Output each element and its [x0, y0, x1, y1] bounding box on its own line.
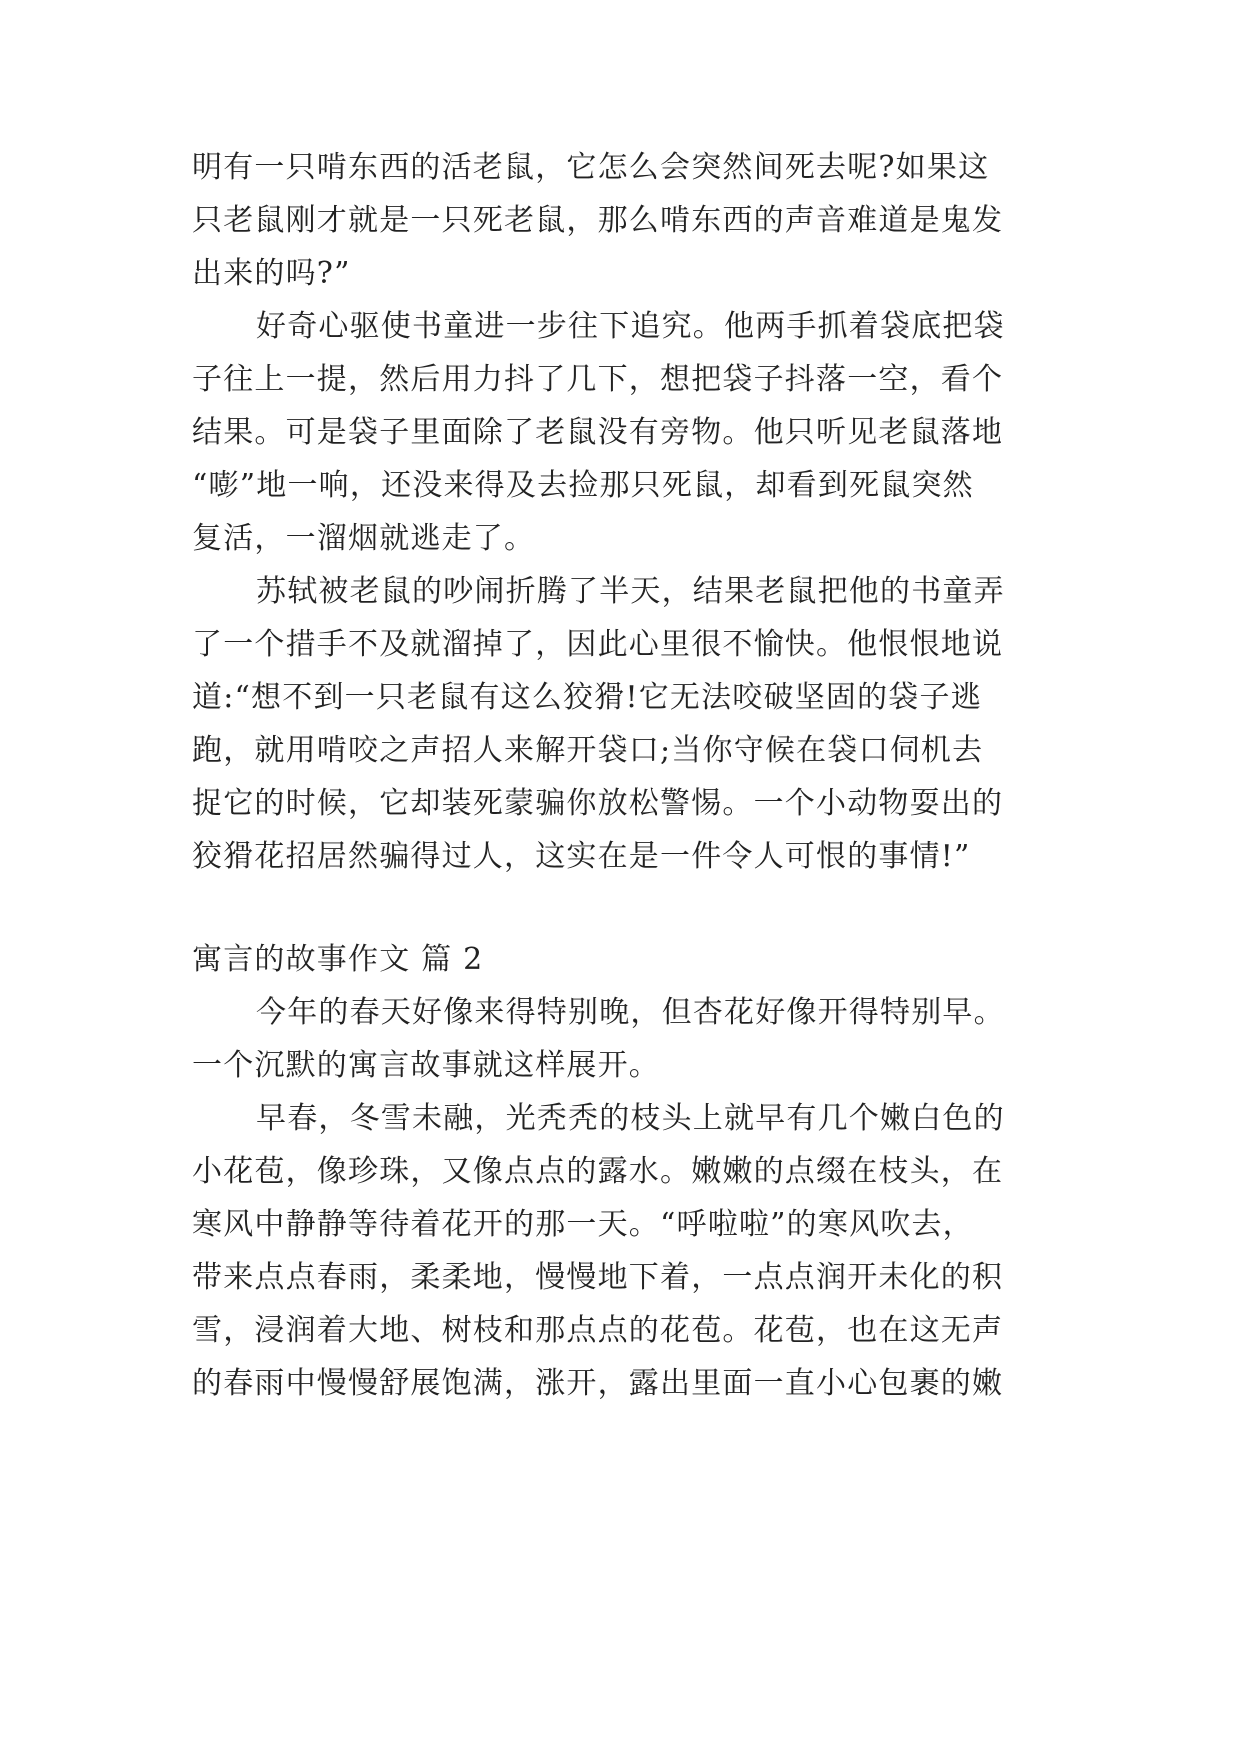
text-line: 道:“想不到一只老鼠有这么狡猾!它无法咬破坚固的袋子逃	[192, 680, 982, 715]
text-line: 狡猾花招居然骗得过人，这实在是一件令人可恨的事情!”	[192, 839, 971, 874]
text-line: 跑，就用啃咬之声招人来解开袋口;当你守候在袋口伺机去	[192, 733, 984, 768]
text-line: 捉它的时候，它却装死蒙骗你放松警惕。一个小动物耍出的	[192, 786, 1004, 821]
text-line: 明有一只啃东西的活老鼠，它怎么会突然间死去呢?如果这	[192, 150, 990, 185]
text-line: “嘭”地一响，还没来得及去捡那只死鼠，却看到死鼠突然	[192, 468, 974, 503]
text-line: 复活，一溜烟就逃走了。	[192, 521, 536, 556]
text-line: 寒风中静静等待着花开的那一天。“呼啦啦”的寒风吹去，	[192, 1207, 974, 1242]
text-line: 子往上一提，然后用力抖了几下，想把袋子抖落一空，看个	[192, 362, 1004, 397]
text-line: 了一个措手不及就溜掉了，因此心里很不愉快。他恨恨地说	[192, 627, 1004, 662]
text-line: 的春雨中慢慢舒展饱满，涨开，露出里面一直小心包裹的嫩	[192, 1366, 1004, 1401]
text-line: 带来点点春雨，柔柔地，慢慢地下着，一点点润开未化的积	[192, 1260, 1004, 1295]
text-line: 好奇心驱使书童进一步往下追究。他两手抓着袋底把袋	[256, 309, 1005, 344]
text-line: 结果。可是袋子里面除了老鼠没有旁物。他只听见老鼠落地	[192, 415, 1004, 450]
text-line: 小花苞，像珍珠，又像点点的露水。嫩嫩的点缀在枝头，在	[192, 1154, 1004, 1189]
text-line: 早春，冬雪未融，光秃秃的枝头上就早有几个嫩白色的	[256, 1101, 1005, 1136]
text-line: 雪，浸润着大地、树枝和那点点的花苞。花苞，也在这无声	[192, 1313, 1004, 1348]
text-line: 今年的春天好像来得特别晚，但杏花好像开得特别早。	[256, 995, 1005, 1030]
text-line: 苏轼被老鼠的吵闹折腾了半天，结果老鼠把他的书童弄	[256, 574, 1005, 609]
text-line: 一个沉默的寓言故事就这样展开。	[192, 1048, 660, 1083]
text-line: 只老鼠刚才就是一只死老鼠，那么啃东西的声音难道是鬼发	[192, 203, 1004, 238]
section-heading: 寓言的故事作文 篇 2	[192, 942, 484, 977]
text-line: 出来的吗?”	[192, 256, 351, 291]
